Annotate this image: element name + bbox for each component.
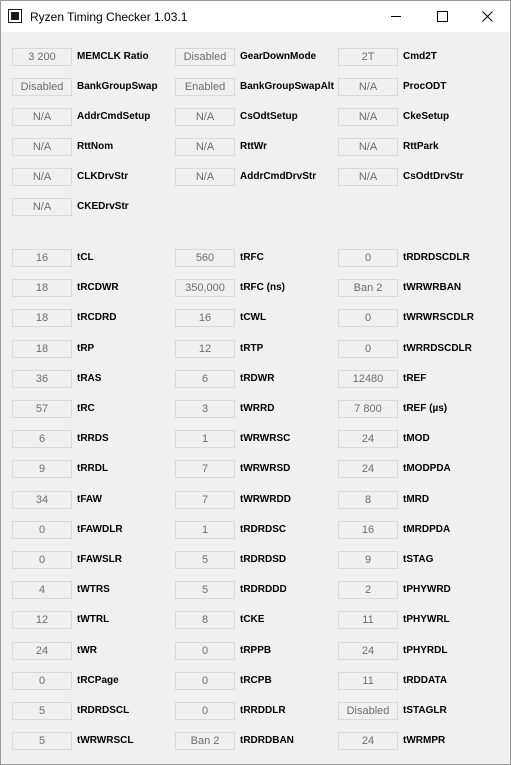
timing-label: tRRDL [77, 463, 109, 474]
timing-label: Cmd2T [403, 51, 437, 62]
timing-label: AddrCmdSetup [77, 111, 151, 122]
timing-label: tRFC (ns) [240, 282, 285, 293]
timing-value: 12480 [338, 370, 398, 388]
timing-value: 5 [12, 702, 72, 720]
timing-label: tWRRD [240, 403, 275, 414]
timing-value: 0 [175, 672, 235, 690]
timing-value: 2T [338, 48, 398, 66]
timing-label: tMODPDA [403, 463, 451, 474]
timings-panel [1, 32, 510, 764]
timing-label: tWRWRSD [240, 463, 291, 474]
timing-value: 24 [338, 430, 398, 448]
timing-label: tWRRDSCDLR [403, 343, 472, 354]
timing-row [1, 491, 510, 509]
timing-value: N/A [338, 168, 398, 186]
timing-label: tRTP [240, 343, 264, 354]
timing-label: tRDRDBAN [240, 735, 294, 746]
timing-value: N/A [175, 138, 235, 156]
timing-label: RttNom [77, 141, 114, 152]
timing-label: RttWr [240, 141, 268, 152]
timing-value: 5 [12, 732, 72, 750]
timing-label: tWTRS [77, 584, 110, 595]
timing-label: tRCDWR [77, 282, 119, 293]
timing-label: tRC [77, 403, 95, 414]
timing-label: tSTAGLR [403, 705, 447, 716]
timing-label: tRFC [240, 252, 264, 263]
timing-label: tPHYRDL [403, 645, 448, 656]
timing-value: 350,000 [175, 279, 235, 297]
timing-value: Enabled [175, 78, 235, 96]
timing-value: 6 [175, 370, 235, 388]
close-icon [482, 11, 493, 22]
timing-value: Disabled [338, 702, 398, 720]
timing-row [1, 732, 510, 750]
timing-label: tWRWRDD [240, 494, 291, 505]
timing-row [1, 279, 510, 297]
timing-label: tRDWR [240, 373, 275, 384]
timing-value: 0 [338, 249, 398, 267]
timing-row [1, 48, 510, 66]
timing-value: 6 [12, 430, 72, 448]
timing-value: N/A [338, 108, 398, 126]
timing-row [1, 249, 510, 267]
timing-label: CsOdtDrvStr [403, 171, 464, 182]
timing-value: 57 [12, 400, 72, 418]
timing-label: tRDRDDD [240, 584, 287, 595]
timing-value: Ban 2 [175, 732, 235, 750]
timing-value: 11 [338, 672, 398, 690]
maximize-icon [437, 11, 448, 22]
timing-label: tWRWRBAN [403, 282, 462, 293]
timing-label: tPHYWRD [403, 584, 451, 595]
timing-value: N/A [12, 168, 72, 186]
timing-value: 7 [175, 460, 235, 478]
timing-label: tCWL [240, 312, 267, 323]
timing-label: AddrCmdDrvStr [240, 171, 317, 182]
window-title: Ryzen Timing Checker 1.03.1 [30, 10, 188, 24]
timing-label: tWRWRSCL [77, 735, 134, 746]
timing-value: 1 [175, 430, 235, 448]
title-bar[interactable] [1, 1, 510, 32]
timing-label: tWTRL [77, 614, 110, 625]
timing-row [1, 400, 510, 418]
timing-label: tWRWRSCDLR [403, 312, 474, 323]
timing-row [1, 168, 510, 186]
timing-value: 12 [12, 611, 72, 629]
timing-value: 4 [12, 581, 72, 599]
timing-value: 0 [175, 642, 235, 660]
timing-row [1, 78, 510, 96]
timing-label: tRDRDSCDLR [403, 252, 470, 263]
timing-value: 8 [175, 611, 235, 629]
minimize-button[interactable] [373, 1, 419, 32]
timing-value: 24 [338, 460, 398, 478]
timing-label: tFAWSLR [77, 554, 122, 565]
timing-label: tPHYWRL [403, 614, 450, 625]
timing-value: 11 [338, 611, 398, 629]
timing-value: N/A [338, 78, 398, 96]
timing-label: MEMCLK Ratio [77, 51, 149, 62]
timing-value: N/A [175, 168, 235, 186]
timing-label: tMRDPDA [403, 524, 451, 535]
timing-label: tCL [77, 252, 94, 263]
timing-value: 24 [338, 732, 398, 750]
timing-value: N/A [12, 138, 72, 156]
timing-row [1, 198, 510, 216]
timing-row [1, 551, 510, 569]
timing-value: 0 [338, 340, 398, 358]
timing-label: tRAS [77, 373, 102, 384]
timing-value: 5 [175, 551, 235, 569]
timing-value: N/A [12, 108, 72, 126]
timing-row [1, 611, 510, 629]
timing-value: 16 [175, 309, 235, 327]
timing-value: 8 [338, 491, 398, 509]
timing-value: 18 [12, 279, 72, 297]
timing-value: 9 [338, 551, 398, 569]
timing-value: 36 [12, 370, 72, 388]
timing-value: 0 [12, 551, 72, 569]
timing-label: tREF [403, 373, 427, 384]
timing-value: 18 [12, 309, 72, 327]
timing-value: Disabled [175, 48, 235, 66]
timing-label: tWRWRSC [240, 433, 291, 444]
timing-label: ProcODT [403, 81, 447, 92]
timing-label: CkeSetup [403, 111, 450, 122]
timing-row [1, 370, 510, 388]
timing-label: CLKDrvStr [77, 171, 129, 182]
timing-value: 7 800 [338, 400, 398, 418]
timing-value: 5 [175, 581, 235, 599]
timing-value: 1 [175, 521, 235, 539]
timing-value: Ban 2 [338, 279, 398, 297]
timing-row [1, 460, 510, 478]
app-icon [8, 9, 22, 23]
timing-value: 7 [175, 491, 235, 509]
timing-value: Disabled [12, 78, 72, 96]
timing-label: RttPark [403, 141, 439, 152]
timing-value: 0 [12, 672, 72, 690]
timing-label: tRDRDSC [240, 524, 287, 535]
timing-value: 3 [175, 400, 235, 418]
timing-value: 0 [175, 702, 235, 720]
timing-label: tRCPB [240, 675, 272, 686]
timing-label: tRRDS [77, 433, 109, 444]
timing-row [1, 309, 510, 327]
timing-label: tWRMPR [403, 735, 446, 746]
close-button[interactable] [464, 1, 510, 32]
timing-label: tWR [77, 645, 97, 656]
timing-label: tRCDRD [77, 312, 117, 323]
timing-label: tRP [77, 343, 95, 354]
timing-value: 560 [175, 249, 235, 267]
timing-row [1, 138, 510, 156]
timing-value: 0 [12, 521, 72, 539]
timing-value: N/A [338, 138, 398, 156]
maximize-button[interactable] [419, 1, 465, 32]
timing-label: tRRDDLR [240, 705, 286, 716]
timing-label: tMRD [403, 494, 430, 505]
timing-value: 12 [175, 340, 235, 358]
timing-label: CKEDrvStr [77, 201, 129, 212]
timing-row [1, 581, 510, 599]
timing-value: 24 [12, 642, 72, 660]
timing-row [1, 340, 510, 358]
minimize-icon [391, 16, 401, 17]
timing-label: BankGroupSwapAlt [240, 81, 334, 92]
timing-label: CsOdtSetup [240, 111, 298, 122]
timing-label: tFAW [77, 494, 102, 505]
timing-row [1, 702, 510, 720]
timing-value: N/A [175, 108, 235, 126]
timing-label: tFAWDLR [77, 524, 123, 535]
timing-label: tRPPB [240, 645, 272, 656]
timing-value: 24 [338, 642, 398, 660]
timing-label: GearDownMode [240, 51, 317, 62]
timing-value: 18 [12, 340, 72, 358]
timing-row [1, 430, 510, 448]
timing-label: tRDRDSD [240, 554, 287, 565]
timing-label: tSTAG [403, 554, 434, 565]
timing-label: tRDRDSCL [77, 705, 130, 716]
timing-value: N/A [12, 198, 72, 216]
timing-value: 16 [338, 521, 398, 539]
timing-label: tREF (µs) [403, 403, 448, 414]
timing-label: tCKE [240, 614, 265, 625]
timing-label: tRDDATA [403, 675, 448, 686]
timing-value: 16 [12, 249, 72, 267]
timing-row [1, 642, 510, 660]
timing-row [1, 672, 510, 690]
timing-label: tRCPage [77, 675, 119, 686]
timing-label: BankGroupSwap [77, 81, 158, 92]
timing-row [1, 108, 510, 126]
timing-label: tMOD [403, 433, 430, 444]
timing-value: 3 200 [12, 48, 72, 66]
timing-value: 0 [338, 309, 398, 327]
timing-value: 34 [12, 491, 72, 509]
timing-value: 9 [12, 460, 72, 478]
timing-value: 2 [338, 581, 398, 599]
timing-row [1, 521, 510, 539]
